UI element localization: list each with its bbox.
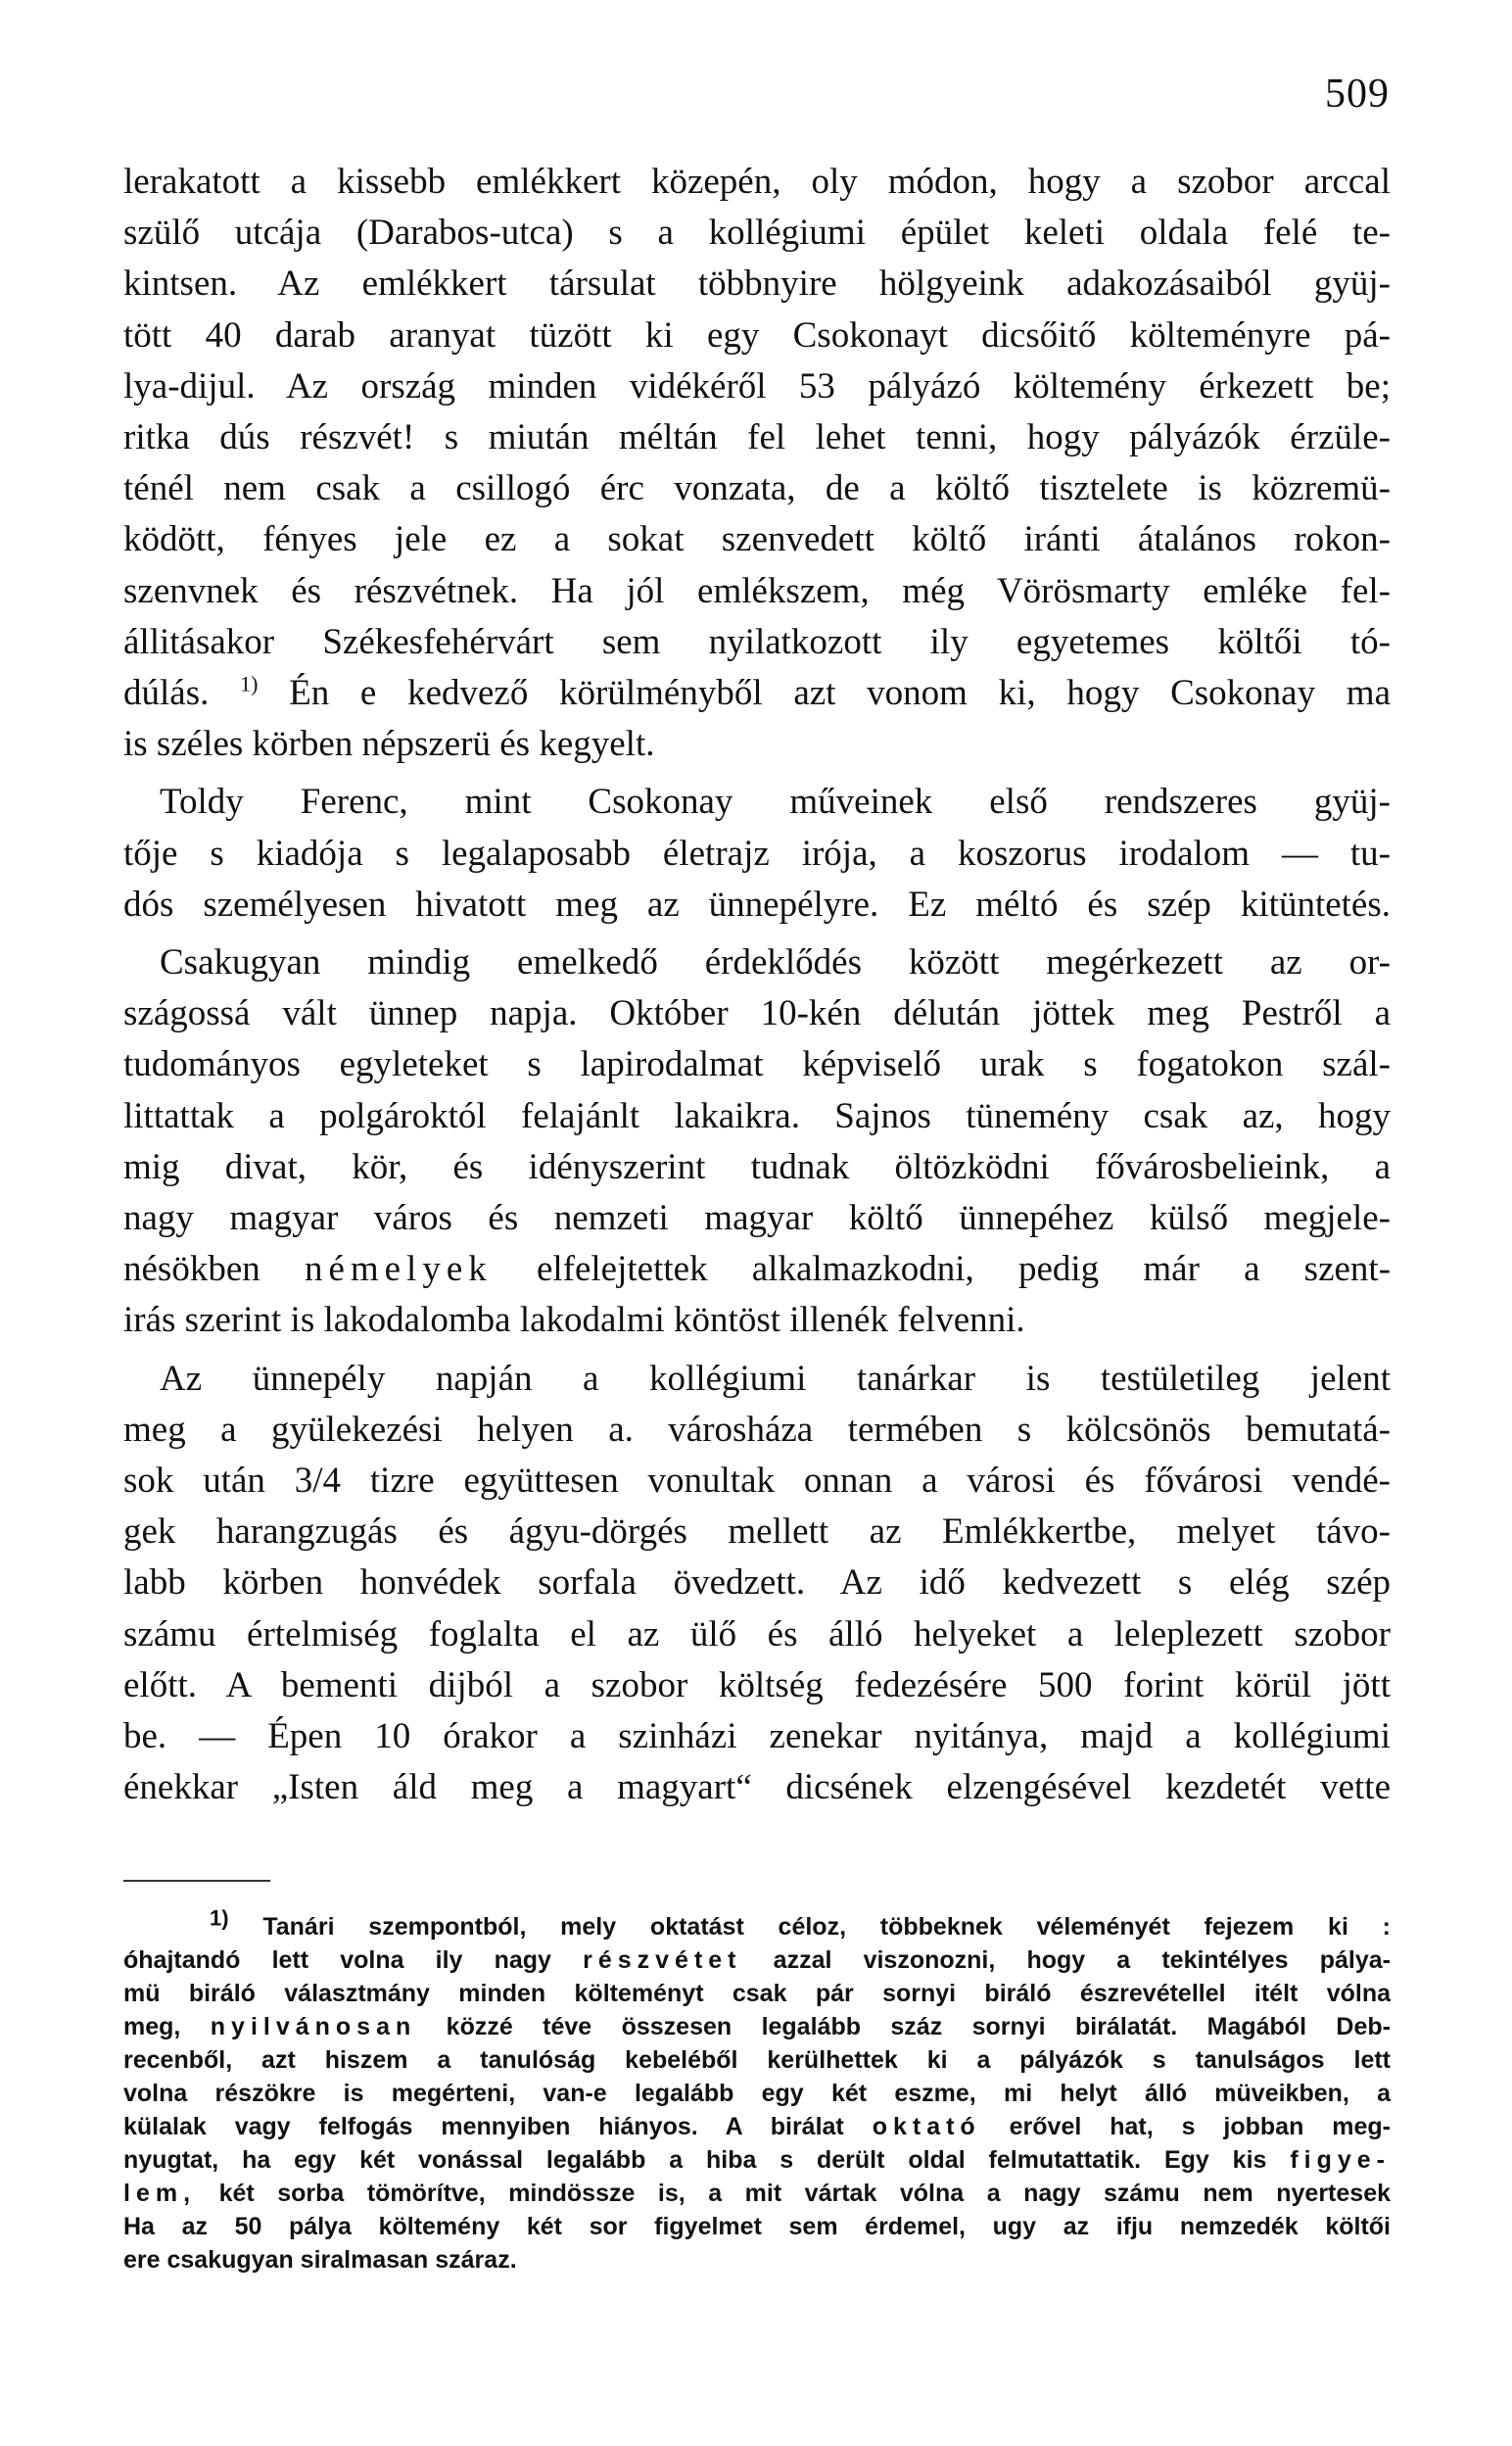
- text-fragment: óhajtandó lett volna ily nagy: [123, 1946, 551, 1974]
- text-line: meg a gyülekezési helyen a. városháza termében s kölcsönös bemutatá-: [123, 1409, 1391, 1450]
- text-line: kintsen. Az emlékkert társulat többnyire hölgyeink adakozásaiból gyüj-: [123, 264, 1391, 305]
- text-line: littattak a polgároktól felajánlt lakaikra. Sajnos tünemény csak az, hogy: [123, 1095, 1391, 1136]
- text-fragment: nyugtat, ha egy két vonással legalább a hiba s derült oldal felmutattatik. Egy kis: [123, 2146, 1267, 2174]
- text-line: mig divat, kör, és idényszerint tudnak öltözködni fővárosbelieink, a: [123, 1146, 1391, 1187]
- text-line: Csakugyan mindig emelkedő érdeklődés között megérkezett az or-: [160, 942, 1391, 983]
- page-number: 509: [1325, 72, 1390, 117]
- text-line: énekkar „Isten áld meg a magyart“ dicsének elzengésével kezdetét vette: [123, 1767, 1391, 1808]
- text-line: Toldy Ferenc, mint Csokonay műveinek első rendszeres gyüj-: [160, 782, 1391, 823]
- fraction: 3/4: [294, 1461, 342, 1502]
- text-line: nagy magyar város és nemzeti magyar költő ünnepéhez külső megjele-: [123, 1198, 1391, 1239]
- spaced-emphasis: oktató: [872, 2113, 981, 2140]
- paragraph: [123, 1354, 1391, 1814]
- spaced-emphasis: lem,: [123, 2180, 197, 2207]
- text-line: is széles körben népszerü és kegyelt.: [123, 724, 655, 765]
- footnote-marker: 1): [210, 1905, 229, 1931]
- text-line: ténél nem csak a csillogó érc vonzata, de a költő tisztelete is közremü-: [123, 468, 1391, 509]
- spaced-emphasis: részvétet: [583, 1946, 742, 1974]
- footnote-line: mü biráló választmány minden költeményt csak pár sornyi biráló észrevétellel itélt vólna: [123, 1980, 1391, 2007]
- text-fragment: azzal viszonozni, hogy a tekintélyes pálya-: [773, 1946, 1391, 1974]
- text-line: előtt. A bementi dijból a szobor költség fedezésére 500 forint körül jött: [123, 1664, 1391, 1705]
- text-fragment: dúlás.: [123, 673, 210, 714]
- text-line: tudományos egyleteket s lapirodalmat képviselő urak s fogatokon szál-: [123, 1044, 1391, 1085]
- text-fragment: sok után: [123, 1461, 265, 1502]
- text-line: ködött, fényes jele ez a sokat szenvedett költő iránti átalános rokon-: [123, 519, 1391, 560]
- text-fragment: elfelejtettek alkalmazkodni, pedig már a szent-: [536, 1249, 1392, 1290]
- footnote-line: [123, 2143, 1391, 2177]
- text-line: dós személyesen hivatott meg az ünnepélyre. Ez méltó és szép kitüntetés.: [123, 884, 1391, 925]
- text-line: tője s kiadója s legalaposabb életrajz irója, a koszorus irodalom — tu-: [123, 833, 1391, 874]
- text-line: [123, 1456, 1391, 1507]
- text-fragment: nésökben: [123, 1249, 260, 1290]
- text-line: lerakatott a kissebb emlékkert közepén, oly módon, hogy a szobor arccal: [123, 162, 1391, 202]
- footnote-line: [123, 1905, 1391, 1943]
- text-line: labb körben honvédek sorfala övedzett. Az idő kedvezett s elég szép: [123, 1562, 1391, 1604]
- paragraph: [123, 777, 1391, 931]
- text-line: szülő utcája (Darabos-utca) s a kollégiumi épület keleti oldala felé te-: [123, 213, 1391, 254]
- paragraph: [123, 937, 1391, 1347]
- text-line: tött 40 darab aranyat tüzött ki egy Csokonayt dicsőitő költeményre pá-: [123, 314, 1391, 356]
- footnote-line: recenből, azt hiszem a tanulóság kebeléből kerülhettek ki a pályázók s tanulságos lett: [123, 2046, 1391, 2074]
- text-fragment: közzé téve összesen legalább száz sornyi birálatát. Magából Deb-: [446, 2013, 1391, 2040]
- text-line: számu értelmiség foglalta el az ülő és álló helyeket a leleplezett szobor: [123, 1613, 1391, 1655]
- footnote-line: [123, 1943, 1391, 1977]
- spaced-emphasis: némelyek: [304, 1249, 493, 1290]
- text-line: szenvnek és részvétnek. Ha jól emlékszem, még Vörösmarty emléke fel-: [123, 570, 1391, 611]
- text-line: Az ünnepély napján a kollégiumi tanárkar is testületileg jelent: [160, 1358, 1391, 1399]
- footnote: [123, 1905, 1392, 2277]
- footnote-reference: 1): [240, 671, 259, 696]
- text-line: ritka dús részvét! s miután méltán fel lehet tenni, hogy pályázók érzüle-: [123, 417, 1391, 458]
- text-fragment: meg,: [123, 2013, 181, 2040]
- text-line: állitásakor Székesfehérvárt sem nyilatkozott ily egyetemes költői tó-: [123, 621, 1391, 662]
- text-line: irás szerint is lakodalomba lakodalmi köntöst illenék felvenni.: [123, 1300, 1025, 1341]
- text-fragment: tizre együttesen vonultak onnan a városi és fővárosi vendé-: [369, 1461, 1392, 1502]
- footnote-line: [123, 2177, 1391, 2210]
- text-line: lya-dijul. Az ország minden vidékéről 53 pályázó költemény érkezett be;: [123, 365, 1391, 407]
- body-text: [123, 157, 1391, 1814]
- text-fragment: erővel hat, s jobban meg-: [1009, 2113, 1392, 2140]
- text-fragment: külalak vagy felfogás mennyiben hiányos. A birálat: [123, 2113, 844, 2140]
- text-line: [123, 1244, 1391, 1295]
- footnote-line: Ha az 50 pálya költemény két sor figyelmet sem érdemel, ugy az ifju nemzedék költői: [123, 2213, 1391, 2240]
- text-line: be. — Épen 10 órakor a szinházi zenekar nyitánya, majd a kollégiumi: [123, 1716, 1391, 1757]
- footnote-line: [123, 2010, 1391, 2043]
- footnote-line: [123, 2110, 1391, 2143]
- text-fragment: két sorba tömörítve, mindössze is, a mit vártak vólna a nagy számu nem nyertesek: [218, 2180, 1391, 2207]
- text-line: [123, 668, 1391, 719]
- paragraph: [123, 157, 1391, 770]
- text-line: gek harangzugás és ágyu-dörgés mellett az Emlékkertbe, melyet távo-: [123, 1511, 1391, 1553]
- text-line: szágossá vált ünnep napja. Október 10-kén délután jöttek meg Pestről a: [123, 993, 1391, 1034]
- text-fragment: Én e kedvező körülményből azt vonom ki, hogy Csokonay ma: [289, 673, 1392, 714]
- footnote-line: volna részökre is megérteni, van-e legalább egy két eszme, mi helyt álló müveikben, a: [123, 2080, 1391, 2107]
- spaced-emphasis: figye-: [1290, 2146, 1391, 2174]
- footnote-line: ere csakugyan siralmasan száraz.: [123, 2246, 517, 2274]
- spaced-emphasis: nyilvánosan: [210, 2013, 417, 2040]
- text-fragment: Tanári szempontból, mely oktatást céloz, többeknek véleményét fejezem ki :: [262, 1913, 1391, 1941]
- footnote-divider: [123, 1880, 270, 1882]
